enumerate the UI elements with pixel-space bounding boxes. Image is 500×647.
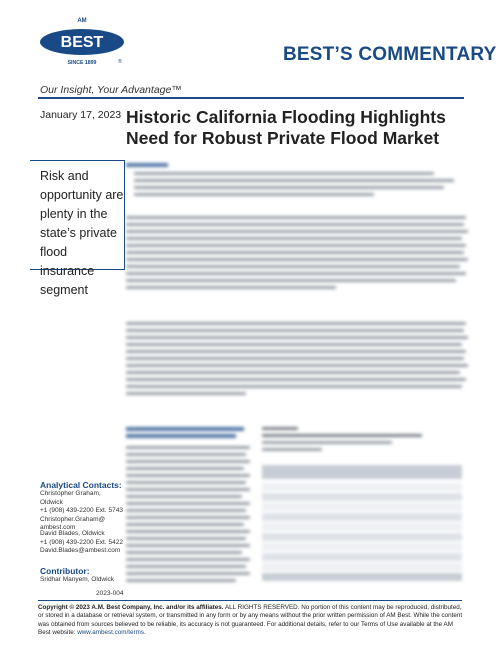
contact-line: David.Blades@ambest.com	[40, 547, 121, 555]
contact-line: Christopher Graham, Oldwick	[40, 490, 101, 506]
contact-line: ambest.com	[40, 524, 76, 532]
copyright-footer	[38, 604, 466, 637]
publication-title-bold: BEST’S	[283, 44, 353, 65]
contact-line: +1 (908) 439-2200 Ext. 5422	[40, 538, 123, 546]
copyright-text: ALL RIGHTS RESERVED. No portion of this content may be reproduced, distributed, or stored in a database or retrieval system, or transmitted in any form or by any means without the prior written permission of AM Best. While the content was obtained from sources believed to be reliable, its accuracy is not guaranteed. For additional details, refer to our Terms of Use available at the AM Best website:	[38, 604, 463, 636]
copyright-bold: Copyright © 2023 A.M. Best Company, Inc. and/or its affiliates.	[38, 604, 224, 611]
analytical-contacts-2	[40, 530, 125, 556]
svg-text:SINCE 1899: SINCE 1899	[67, 60, 97, 66]
terms-link[interactable]: www.ambest.com/terms	[77, 628, 145, 636]
copyright-end: .	[144, 628, 146, 636]
contributor-name: Sridhar Manyem, Oldwick	[40, 576, 115, 583]
footer-rule	[38, 600, 462, 601]
contacts-heading: Analytical Contacts:	[40, 480, 122, 490]
tagline: Our Insight, Your Advantage™	[40, 84, 182, 96]
svg-text:AM: AM	[77, 18, 87, 24]
exhibit-table-blurred	[262, 455, 462, 585]
contact-line: Christopher.Graham@	[40, 515, 106, 523]
contributor	[40, 566, 125, 585]
analytical-contacts	[40, 480, 125, 533]
document-number: 2023-004	[96, 590, 124, 597]
contact-line: +1 (908) 439-2200 Ext. 5743	[40, 507, 123, 515]
contributor-heading: Contributor:	[40, 566, 90, 576]
article-title: Historic California Flooding Highlights Need for Robust Private Flood Market	[126, 107, 446, 148]
publication-date: January 17, 2023	[40, 109, 122, 121]
contact-line: David Blades, Oldwick	[40, 530, 105, 537]
svg-text:BEST: BEST	[60, 34, 104, 51]
publication-title-rest: COMMENTARY	[358, 44, 497, 65]
callout-text: Risk and opportunity are plenty in the state’s private flood insurance segment	[40, 169, 124, 297]
svg-text:®: ®	[118, 59, 122, 65]
